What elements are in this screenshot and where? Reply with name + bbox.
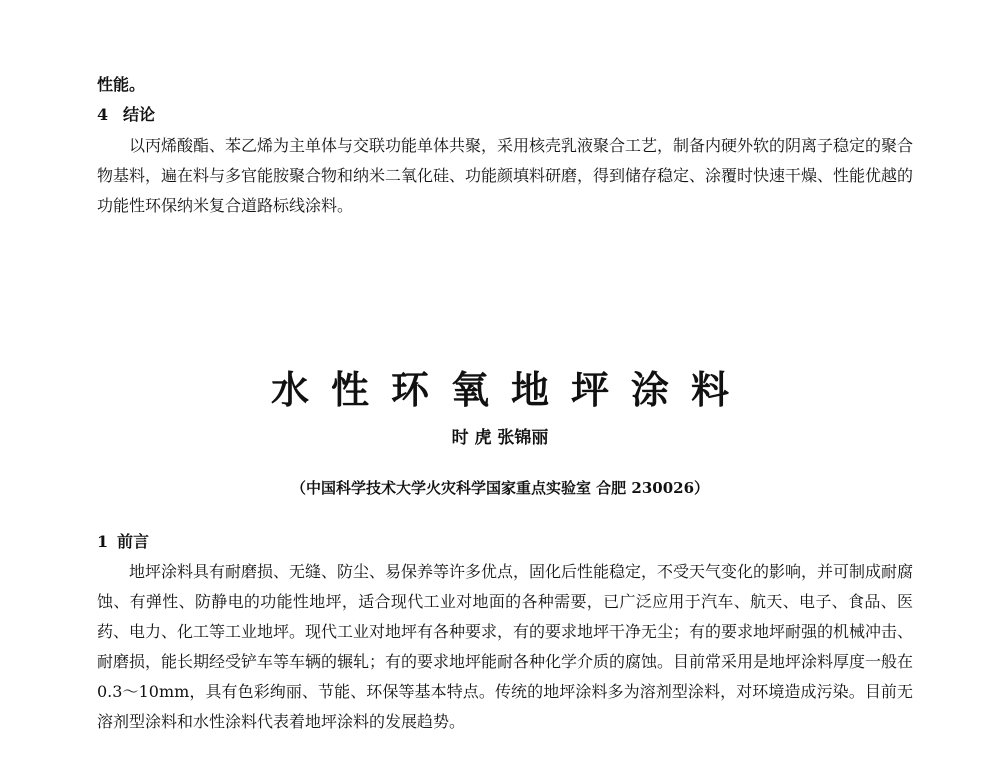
article-affiliation: （中国科学技术大学火灾科学国家重点实验室 合肥 230026） [290, 479, 710, 497]
conclusion-paragraph: 以丙烯酸酯、苯乙烯为主单体与交联功能单体共聚，采用核壳乳液聚合工艺，制备内硬外软的阴离子稳定的聚合物基料，遍在料与多官能胺聚合物和纳米二氧化硅、功能颜填料研磨，得到储存稳定、涂覆时快速干燥、性能优越的功能性环保纳米复合道路标线涂料。 [97, 136, 914, 215]
conclusion-section-title: 结论 [123, 105, 156, 124]
conclusion-section-number: 4 [97, 105, 109, 124]
conclusion-section-heading [97, 100, 913, 130]
preface-section-heading [97, 527, 913, 557]
article-title: 水性环氧地坪涂料 [270, 367, 751, 412]
preface-section-number: 1 [97, 532, 109, 551]
preface-paragraph: 地坪涂料具有耐磨损、无缝、防尘、易保养等许多优点，固化后性能稳定，不受天气变化的影响，并可制成耐腐蚀、有弹性、防静电的功能性地坪，适合现代工业对地面的各种需要，已广泛应用于汽车、航天、电子、食品、医药、电力、化工等工业地坪。现代工业对地坪有各种要求，有的要求地坪干净无尘；有的要求地坪耐强的机械冲击、耐磨损，能长期经受铲车等车辆的辗轧；有的要求地坪能耐各种化学介质的腐蚀。目前常采用是地坪涂料厚度一般在 0.3～10mm，具有色彩绚丽、节能、环保等基本特点。传统的地坪涂料多为溶剂型涂料，对环境造成污染。目前无溶剂型涂料和水性涂料代表着地坪涂料的发展趋势。 [97, 562, 914, 731]
previous-article-tail-text: 性能。 [97, 75, 146, 94]
article-authors: 时 虎 张锦丽 [451, 428, 549, 448]
preface-section-title: 前言 [117, 532, 150, 551]
